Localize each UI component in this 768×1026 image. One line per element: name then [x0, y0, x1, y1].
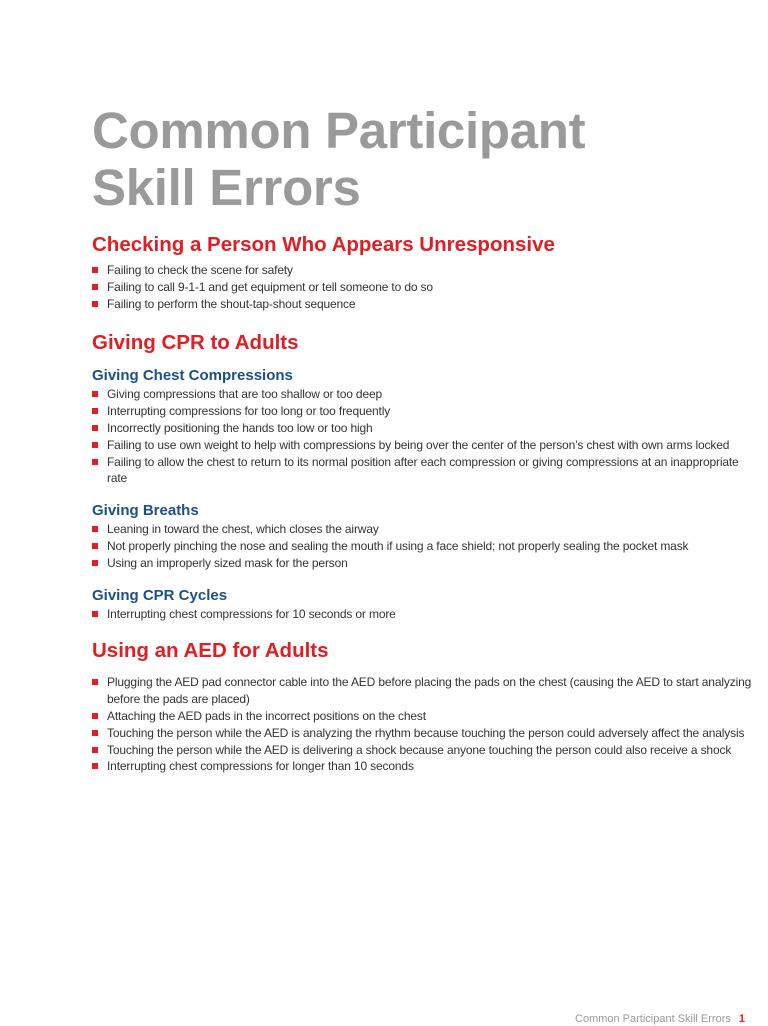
- subsection-heading: Giving Chest Compressions: [92, 367, 293, 385]
- list-item: [92, 420, 752, 437]
- bullet-square-icon: [92, 763, 98, 769]
- list-item: [92, 742, 752, 759]
- list-item-text: Failing to call 9-1-1 and get equipment or tell someone to do so: [107, 279, 433, 294]
- list-item: [92, 606, 752, 623]
- page-number: 1: [738, 1013, 745, 1025]
- page-title-line-2: Skill Errors: [92, 159, 361, 216]
- list-item: [92, 758, 752, 775]
- list-item: [92, 674, 752, 708]
- bullet-square-icon: [92, 543, 98, 549]
- bullet-square-icon: [92, 408, 98, 414]
- bullet-square-icon: [92, 284, 98, 290]
- bullet-square-icon: [92, 713, 98, 719]
- list-item-text: Failing to perform the shout-tap-shout sequence: [107, 296, 356, 311]
- list-item: [92, 555, 752, 572]
- list-item-text: Touching the person while the AED is analyzing the rhythm because touching the person could adversely affect the analysis: [107, 725, 745, 740]
- section-heading: Using an AED for Adults: [92, 639, 329, 663]
- list-item-text: Interrupting chest compressions for longer than 10 seconds: [107, 759, 414, 774]
- list-item: [92, 454, 752, 488]
- bullet-square-icon: [92, 526, 98, 532]
- list-item-text: Interrupting compressions for too long or too frequently: [107, 404, 391, 419]
- list-item-text: Interrupting chest compressions for 10 seconds or more: [107, 606, 396, 621]
- list-item: [92, 437, 752, 454]
- bullet-square-icon: [92, 459, 98, 465]
- list-item: [92, 403, 752, 420]
- list-item: [92, 538, 752, 555]
- section-cpr-adults: [92, 330, 752, 622]
- bullet-square-icon: [92, 442, 98, 448]
- list-item: [92, 725, 752, 742]
- list-item-text: Touching the person while the AED is delivering a shock because anyone touching the person could also receive a shock: [107, 742, 732, 757]
- bullet-square-icon: [92, 301, 98, 307]
- document-page: [92, 102, 752, 775]
- list-item: [92, 386, 752, 403]
- footer-title: Common Participant Skill Errors: [575, 1013, 731, 1025]
- bullet-square-icon: [92, 679, 98, 685]
- page-title-line-1: Common Participant: [92, 102, 586, 159]
- list-item-text: Incorrectly positioning the hands too low or too high: [107, 420, 373, 435]
- list-item: [92, 296, 752, 313]
- list-item: [92, 262, 752, 279]
- subsection-cpr-cycles: [92, 586, 752, 623]
- list-item-text: Leaning in toward the chest, which closes the airway: [107, 522, 379, 537]
- bullet-square-icon: [92, 747, 98, 753]
- list-item-text: Failing to allow the chest to return to its normal position after each compression or giving compressions at an inappropriate rate: [107, 454, 739, 486]
- list-item-text: Giving compressions that are too shallow or too deep: [107, 387, 383, 402]
- list-item-text: Using an improperly sized mask for the person: [107, 555, 348, 570]
- bullet-square-icon: [92, 730, 98, 736]
- subsection-heading: Giving CPR Cycles: [92, 586, 228, 604]
- bullet-list: [92, 262, 752, 312]
- bullet-square-icon: [92, 611, 98, 617]
- list-item-text: Failing to use own weight to help with compressions by being over the center of the person’s chest with own arms locked: [107, 437, 730, 452]
- bullet-list: [92, 521, 752, 571]
- bullet-list: [92, 606, 752, 623]
- subsection-chest-compressions: [92, 366, 752, 487]
- list-item-text: Failing to check the scene for safety: [107, 263, 293, 277]
- bullet-square-icon: [92, 391, 98, 397]
- list-item: [92, 279, 752, 296]
- bullet-square-icon: [92, 425, 98, 431]
- section-aed-adults: [92, 638, 752, 775]
- section-checking-unresponsive: [92, 232, 752, 312]
- bullet-list: [92, 386, 752, 487]
- list-item: [92, 521, 752, 538]
- bullet-square-icon: [92, 560, 98, 566]
- list-item-text: Attaching the AED pads in the incorrect positions on the chest: [107, 708, 426, 723]
- bullet-square-icon: [92, 267, 98, 273]
- list-item-text: Plugging the AED pad connector cable into the AED before placing the pads on the chest (causing the AED to start analyzing before the pads are placed): [107, 675, 752, 707]
- list-item: [92, 708, 752, 725]
- list-item-text: Not properly pinching the nose and sealing the mouth if using a face shield; not properly sealing the pocket mask: [107, 538, 689, 553]
- section-heading: Giving CPR to Adults: [92, 331, 299, 355]
- bullet-list: [92, 674, 752, 775]
- section-heading: Checking a Person Who Appears Unresponsive: [92, 233, 555, 256]
- page-title: [92, 102, 752, 216]
- subsection-heading: Giving Breaths: [92, 502, 199, 520]
- subsection-breaths: [92, 501, 752, 571]
